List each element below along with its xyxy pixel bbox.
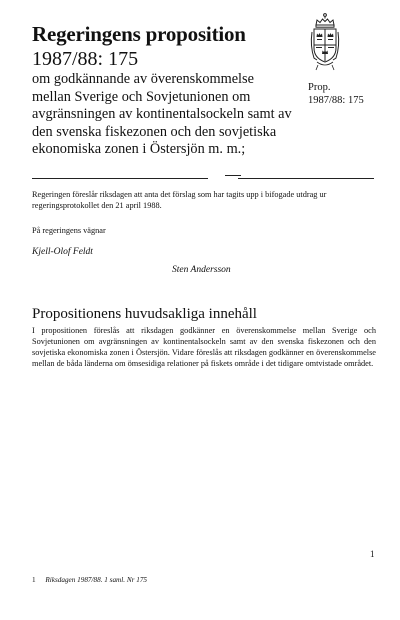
summary-text: I propositionen föreslås att riksdagen godkänner en överenskommelse mellan Sverige och Sovjetunionen om avgränsningen av kontinentalsockeln samt av den svenska fiskezonen och den sovjetiska ekonomiska zonen i Östersjön. Vidare föreslås att riksdagen godkänner en överenskommelse mellan de båda länderna om ömsesidiga relationer på fiskets område i det tidigare omtvistade området. xyxy=(32,326,376,368)
page-number: 1 xyxy=(370,549,375,559)
document-title: Regeringens proposition xyxy=(32,22,246,46)
rule-mark xyxy=(225,175,241,176)
swedish-coat-of-arms-icon xyxy=(308,12,342,78)
on-behalf-text: På regeringens vägnar xyxy=(32,226,106,235)
proposition-subtitle: om godkännande av överenskommelse mellan Sverige och Sovjetunionen om avgränsningen av kontinentalsockeln samt av den svenska fiskezonen och den sovjetiska ekonomiska zonen i Östersjön m. m.; xyxy=(32,71,292,157)
signature-andersson: Sten Andersson xyxy=(172,265,231,275)
prop-number: 1987/88: 175 xyxy=(308,94,364,106)
footer xyxy=(32,576,147,584)
signature-feldt: Kjell-Olof Feldt xyxy=(32,247,93,257)
proposal-text: Regeringen föreslår riksdagen att anta det förslag som har tagits upp i bifogade utdrag ur regeringsprotokollet den 21 april 1988. xyxy=(32,190,327,210)
prop-label: Prop. xyxy=(308,82,331,93)
proposition-number: 1987/88: 175 xyxy=(32,48,139,70)
prop-reference xyxy=(308,82,364,107)
footer-source: Riksdagen 1987/88. 1 saml. Nr 175 xyxy=(45,576,148,584)
footer-page-number: 1 xyxy=(32,576,36,584)
summary-heading: Propositionens huvudsakliga innehåll xyxy=(32,306,257,322)
horizontal-rule xyxy=(32,178,374,179)
